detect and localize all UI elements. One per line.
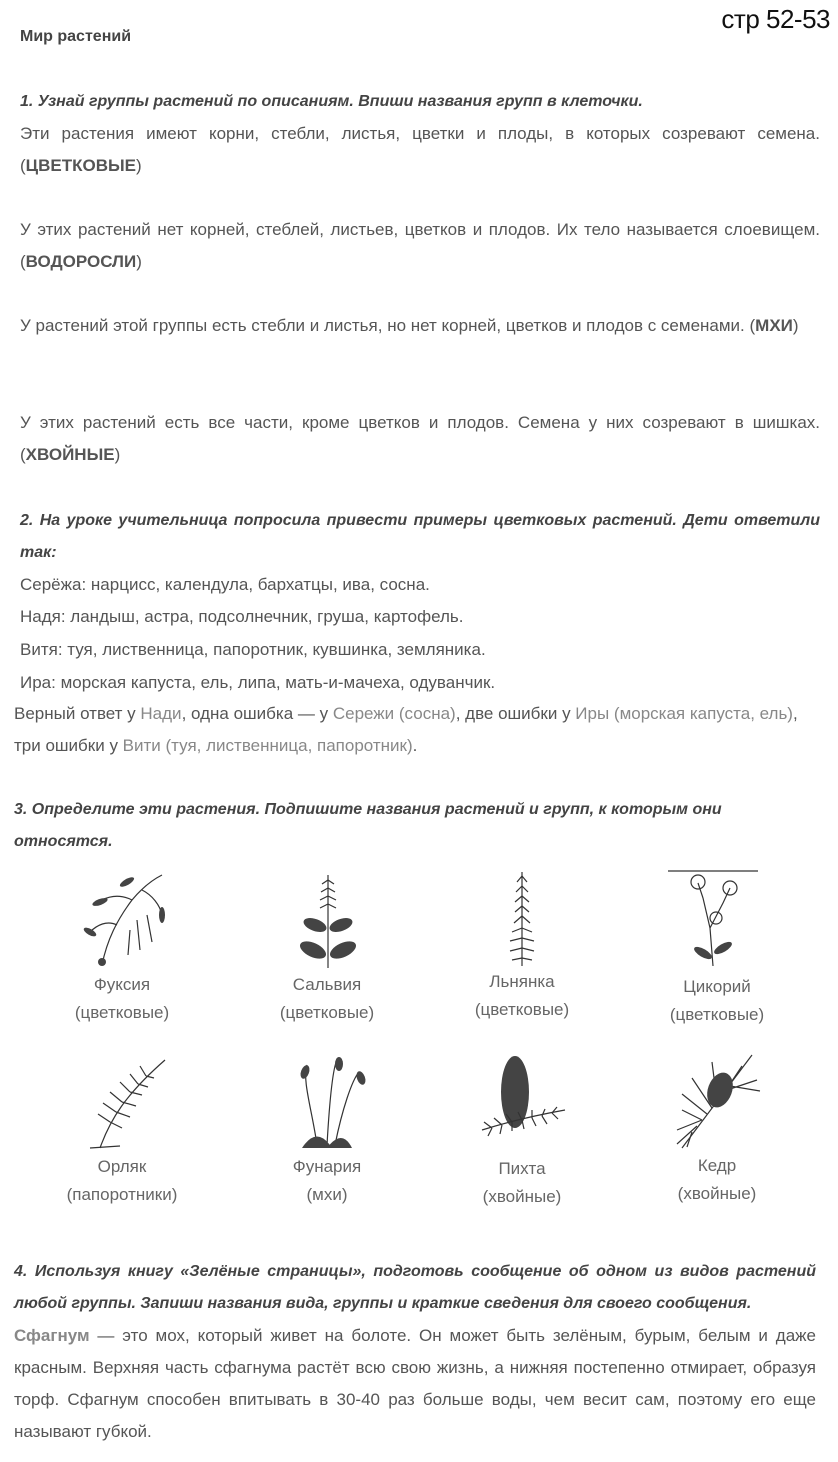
task1-answer: ВОДОРОСЛИ xyxy=(25,252,137,271)
task1-item: Эти растения имеют корни, стебли, листья, цветки и плоды, в которых созревают семена. (ЦВЕТКОВЫЕ) xyxy=(20,124,820,175)
task2-question: 2. На уроке учительница попросила привести примеры цветковых растений. Дети ответили так: xyxy=(20,512,820,561)
plant-group: (хвойные) xyxy=(482,1187,562,1206)
plant-name: Кедр xyxy=(697,1156,737,1175)
fuchsia-illustration xyxy=(82,870,172,970)
plant-name: Льнянка xyxy=(489,972,555,991)
task1-item-text: У этих растений нет корней, стеблей, листьев, цветков и плодов. Их тело называется слоевищем. xyxy=(20,220,820,239)
task1-item-text: Эти растения имеют корни, стебли, листья, цветки и плоды, в которых созревают семена. xyxy=(20,124,820,143)
answer-text: . xyxy=(412,736,418,755)
answer-name: Вити (туя, лиственница, папоротник) xyxy=(122,736,413,755)
plant-group: (папоротники) xyxy=(66,1185,178,1204)
task4-term: Сфагнум xyxy=(14,1326,90,1345)
chicory-illustration xyxy=(668,868,758,968)
task4-answer xyxy=(14,1320,816,1448)
fir-illustration xyxy=(477,1050,567,1150)
plant-group: (мхи) xyxy=(306,1185,348,1204)
task2-line: Серёжа: нарцисс, календула, бархатцы, ива, сосна. xyxy=(20,575,430,594)
page-title: Мир растений xyxy=(20,28,132,45)
plant-name: Фунария xyxy=(292,1157,362,1176)
task2-line: Витя: туя, лиственница, папоротник, кувшинка, земляника. xyxy=(20,640,486,659)
task1-item: У растений этой группы есть стебли и листья, но нет корней, цветков и плодов с семенами. (МХИ) xyxy=(20,316,799,335)
answer-text: , одна ошибка — у xyxy=(181,704,333,723)
plant-caption xyxy=(627,973,807,1029)
funaria-illustration xyxy=(287,1050,377,1150)
plant-group: (цветковые) xyxy=(474,1000,570,1019)
plant-group: (хвойные) xyxy=(677,1184,757,1203)
plant-name: Цикорий xyxy=(683,977,751,996)
task1-item: У этих растений нет корней, стеблей, листьев, цветков и плодов. Их тело называется слоевищем. (ВОДОРОСЛИ) xyxy=(20,220,820,271)
answer-name: Сережи (сосна) xyxy=(332,704,456,723)
task2-answer xyxy=(14,698,820,762)
plant-caption xyxy=(32,1153,212,1209)
plant-name: Сальвия xyxy=(292,975,362,994)
plant-caption xyxy=(237,971,417,1027)
task2-line: Ира: морская капуста, ель, липа, мать-и-мачеха, одуванчик. xyxy=(20,673,496,692)
plant-name: Фуксия xyxy=(93,975,151,994)
answer-name: Иры (морская капуста, ель) xyxy=(575,704,793,723)
plant-name: Пихта xyxy=(498,1159,546,1178)
plant-caption xyxy=(237,1153,417,1209)
answer-text: Верный ответ у xyxy=(14,704,141,723)
task3-question: 3. Определите эти растения. Подпишите названия растений и групп, к которым они относятся. xyxy=(14,801,722,850)
plant-caption xyxy=(432,1155,612,1211)
task1-item-text: У растений этой группы есть стебли и листья, но нет корней, цветков и плодов с семенами. xyxy=(20,316,745,335)
plant-caption xyxy=(32,971,212,1027)
plant-caption xyxy=(627,1152,807,1208)
plant-name: Орляк xyxy=(97,1157,147,1176)
task1-answer: МХИ xyxy=(755,316,793,335)
task4-text: — это мох, который живет на болоте. Он может быть зелёным, бурым, белым и даже красным. Верхняя часть сфагнума растёт всю свою жизнь, а нижняя постепенно отмирает, образуя торф. Сфагнум способен впитывать в 30-40 раз больше воды, чем весит сам, поэтому его еще называют губкой. xyxy=(14,1326,816,1441)
task1-answer: ХВОЙНЫЕ xyxy=(25,445,115,464)
task4-question: 4. Используя книгу «Зелёные страницы», подготовь сообщение об одном из видов растений любой группы. Запиши названия вида, группы и краткие сведения для своего сообщения. xyxy=(14,1263,816,1312)
task1-item-text: У этих растений есть все части, кроме цветков и плодов. Семена у них созревают в шишках. xyxy=(20,413,820,432)
plant-caption xyxy=(432,968,612,1024)
salvia-illustration xyxy=(283,870,373,970)
cedar-illustration xyxy=(672,1050,762,1150)
task2-line: Надя: ландыш, астра, подсолнечник, груша, картофель. xyxy=(20,607,464,626)
plant-group: (цветковые) xyxy=(74,1003,170,1022)
answer-text: , три ошибки у xyxy=(14,704,798,755)
task1-item: У этих растений есть все части, кроме цветков и плодов. Семена у них созревают в шишках. (ХВОЙНЫЕ) xyxy=(20,413,820,464)
plant-group: (цветковые) xyxy=(669,1005,765,1024)
answer-text: , две ошибки у xyxy=(455,704,576,723)
task1-answer: ЦВЕТКОВЫЕ xyxy=(25,156,136,175)
task1-question: 1. Узнай группы растений по описаниям. Впиши названия групп в клеточки. xyxy=(20,93,643,110)
page-reference: стр 52-53 xyxy=(721,4,830,34)
linaria-illustration xyxy=(477,868,567,968)
answer-name: Нади xyxy=(140,704,182,723)
bracken-illustration xyxy=(80,1050,170,1150)
plant-group: (цветковые) xyxy=(279,1003,375,1022)
